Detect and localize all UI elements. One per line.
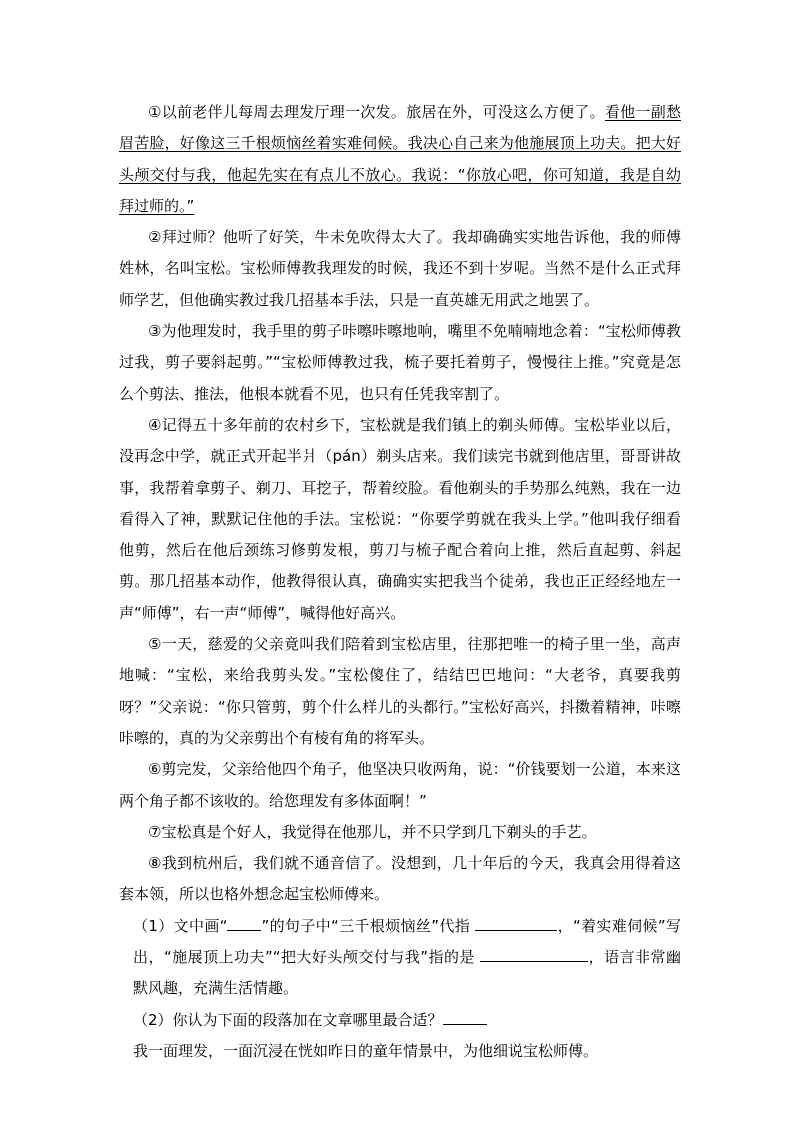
paragraph-4: ④记得五十多年前的农村乡下，宝松就是我们镇上的剃头师傅。宝松毕业以后，没再念中学，就正式开起半爿（pán）剃头店来。我们读完书就到他店里，哥哥讲故事，我帮着拿剪子、剃刀、耳挖子，帮着绞脸。看他剃头的手势那么纯熟，我在一边看得入了神，默默记住他的手法。宝松说：“你要学剪就在我头上学。”他叫我仔细看他剪，然后在他后颈练习修剪发根，剪刀与梳子配合着向上推，然后直起剪、斜起剪。那几招基本动作，他教得很认真，确确实实把我当个徒弟，我也正正经经地左一声“师傅”，右一声“师傅”，喊得他好高兴。 <box>119 415 681 622</box>
underlined-sentence: 看他一副愁眉苦脸，好像这三千根烦恼丝着实难伺候。我决心自己来为他施展顶上功夫。把大好头颅交付与我，他起先实在有点儿不放心。我说：“你放心吧，你可知道，我是自幼拜过师的。” <box>119 103 681 215</box>
paragraph-8: ⑧我到杭州后，我们就不通音信了。没想到，几十年后的今天，我真会用得着这套本领，所以也格外想念起宝松师傅来。 <box>119 854 681 904</box>
document-page <box>119 97 681 1067</box>
answer-blank-3[interactable] <box>443 1010 487 1025</box>
answer-blank-2[interactable] <box>480 947 588 962</box>
question-1-text: ，“着实难伺候”写出，“施展顶上功夫”“把大好头颅交付与我”指的是 <box>133 916 681 967</box>
paragraph-1-text: ①以前老伴儿每周去理发厅理一次发。旅居在外，可没这么方便了。 <box>148 103 605 121</box>
question-2-passage: 我一面理发，一面沉浸在恍如昨日的童年情景中，为他细说宝松师傅。 <box>133 1041 599 1060</box>
question-2-text: （2）你认为下面的段落加在文章哪里最合适？ <box>133 1010 443 1029</box>
paragraph-1 <box>119 97 681 222</box>
paragraph-7: ⑦宝松真是个好人，我觉得在他那儿，并不只学到几下剃头的手艺。 <box>148 822 597 841</box>
question-1 <box>119 911 681 1005</box>
question-1-text: ”的句子中“三千根烦恼丝”代指 <box>261 916 471 935</box>
answer-blank-1[interactable] <box>475 916 557 931</box>
paragraph-3: ③为他理发时，我手里的剪子咔嚓咔嚓地响，嘴里不免喃喃地念着：“宝松师傅教过我，剪子要斜起剪。”“宝松师傅教过我，梳子要托着剪子，慢慢往上推。”究竟是怎么个剪法、推法，他根本就看不见，也只有任凭我宰割了。 <box>119 322 681 403</box>
question-1-text: ，语言非常幽默风趣，充满生活情趣。 <box>133 948 681 998</box>
underline-sample <box>227 916 261 931</box>
paragraph-6: ⑥剪完发，父亲给他四个角子，他坚决只收两角，说：“价钱要划一公道，本来这两个角子都不该收的。给您理发有多体面啊！” <box>119 760 681 810</box>
paragraph-5: ⑤一天，慈爱的父亲竟叫我们陪着到宝松店里，往那把唯一的椅子里一坐，高声地喊：“宝松，来给我剪头发。”宝松傻住了，结结巴巴地问：“大老爷，真要我剪呀？”父亲说：“你只管剪，剪个什么样儿的头都行。”宝松好高兴，抖擞着精神，咔嚓咔嚓的，真的为父亲剪出个有棱有角的将军头。 <box>119 635 681 747</box>
question-1-text: （1）文中画“ <box>133 916 228 935</box>
question-2 <box>119 1005 681 1036</box>
paragraph-2: ②拜过师？他听了好笑，牛未免吹得太大了。我却确确实实地告诉他，我的师傅姓林，名叫宝松。宝松师傅教我理发的时候，我还不到十岁呢。当然不是什么正式拜师学艺，但他确实教过我几招基本手法，只是一直英雄无用武之地罢了。 <box>119 228 681 309</box>
